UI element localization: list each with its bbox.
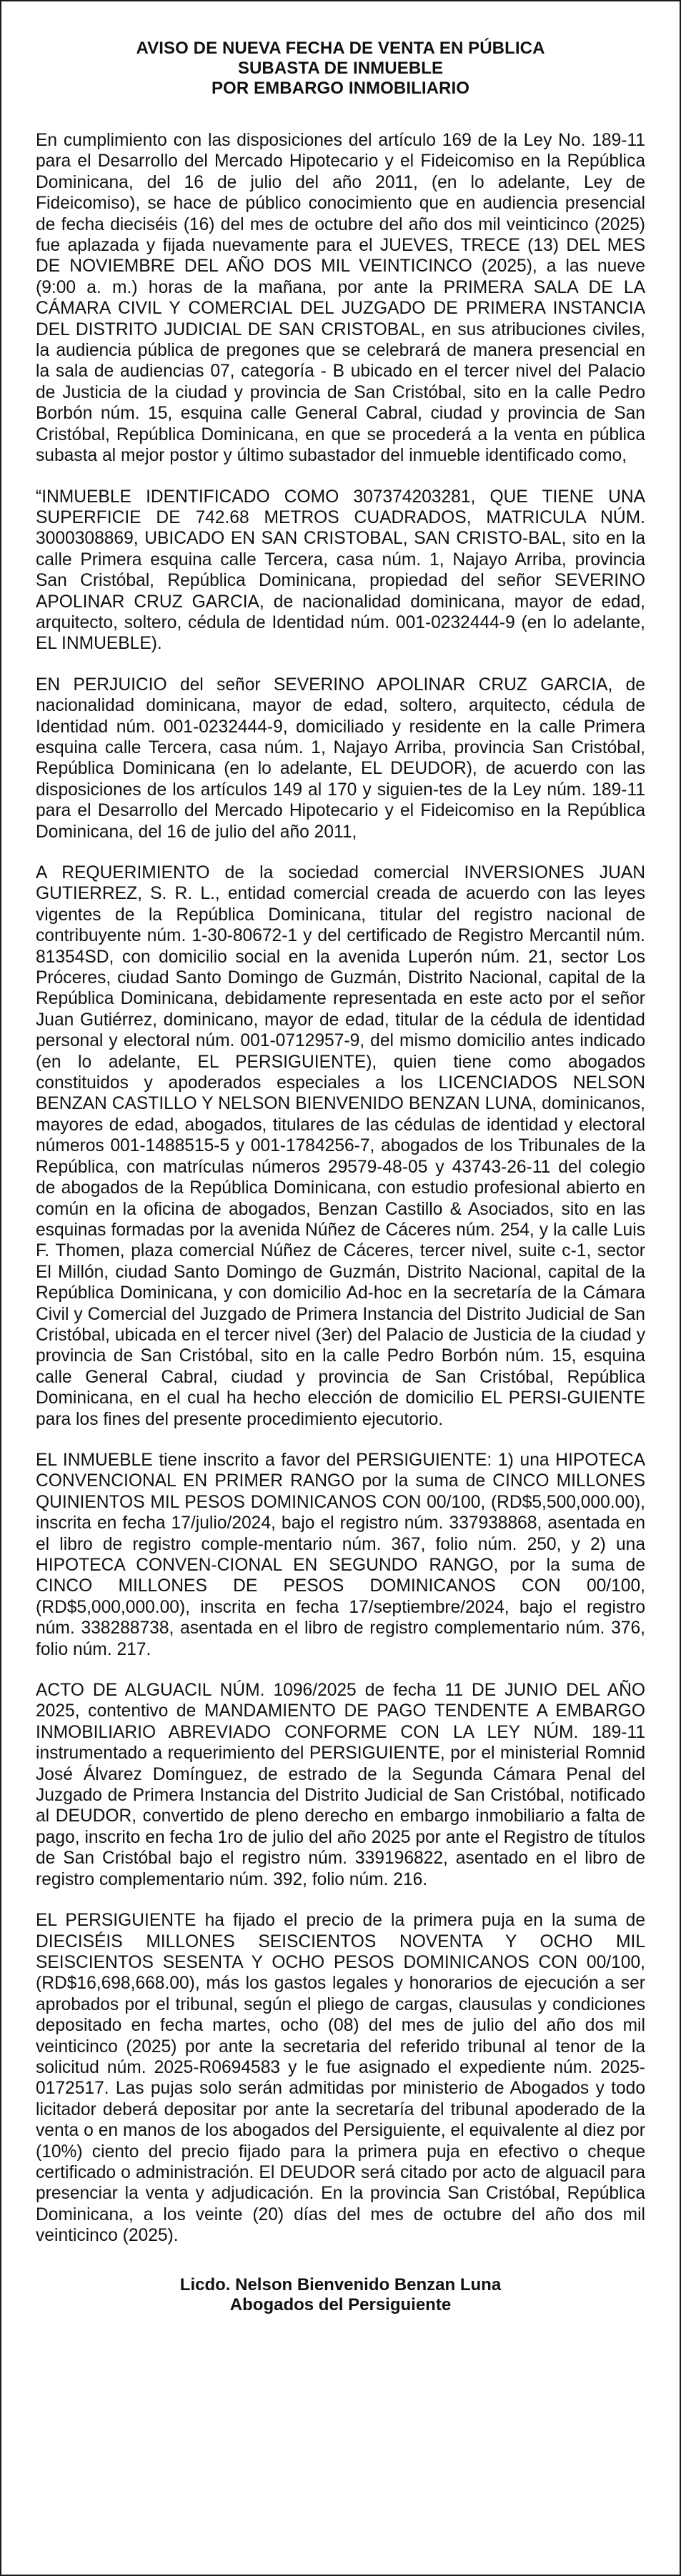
paragraph-price-terms: EL PERSIGUIENTE ha fijado el precio de la primera puja en la suma de DIECISÉIS MILLONES SEISCIENTOS NOVENTA Y OCHO MIL SEISCIENTOS SESENTA Y OCHO PESOS DOMINICANOS CON 00/100, (RD$16,698,668.00), más los gastos legales y honorarios de ejecución a ser aprobados por el tribunal, según el pliego de cargas, clausulas y condiciones depositado en fecha martes, ocho (08) del mes de julio del año dos mil veinticinco (2025) por ante la secretaria del referido tribunal al tenor de la solicitud núm. 2025-R0694583 y le fue asignado el expediente núm. 2025-0172517. Las pujas solo serán admitidas por ministerio de Abogados y todo licitador deberá depositar por ante la secretaría del tribunal apoderado de la venta o en manos de los abogados del Persiguiente, el equivalente al diez por (10%) ciento del precio fijado para la primera puja en efectivo o cheque certificado o administración. El DEUDOR será citado por acto de alguacil para presenciar la venta y adjudicación. En la provincia San Cristóbal, República Dominicana, a los veinte (20) días del mes de octubre del año dos mil veinticinco (2025). [36, 1911, 645, 2246]
notice-subtitle-2: POR EMBARGO INMOBILIARIO [211, 79, 470, 98]
signature-role: Abogados del Persiguiente [229, 2294, 452, 2314]
paragraph-debtor: EN PERJUICIO del señor SEVERINO APOLINAR CRUZ GARCIA, de nacionalidad dominicana, mayor de edad, soltero, arquitecto, cédula de Identidad núm. 001-0232444-9, domiciliado y residente en la calle Primera esquina calle Tercera, casa núm. 1, Najayo Arriba, provincia San Cristóbal, República Dominicana (en lo adelante, EL DEUDOR), de acuerdo con las disposiciones de los artículos 149 al 170 y siguien-tes de la Ley núm. 189-11 para el Desarrollo del Mercado Hipotecario y el Fideicomiso en la República Dominicana, del 16 de julio del año 2011, [36, 675, 645, 842]
notice-subtitle: SUBASTA DE INMUEBLE [237, 59, 444, 78]
paragraph-bailiff-act: ACTO DE ALGUACIL NÚM. 1096/2025 de fecha 11 DE JUNIO DEL AÑO 2025, contentivo de MANDAMIENTO DE PAGO TENDENTE A EMBARGO INMOBILIARIO ABREVIADO CONFORME CON LA LEY NÚM. 189-11 instrumentado a requerimiento del PERSIGUIENTE, por el ministerial Romnid José Álvarez Domínguez, de estrado de la Segunda Cámara Penal del Juzgado de Primera Instancia del Distrito Judicial de San Cristóbal, notificado al DEUDOR, convertido de pleno derecho en embargo inmobiliario a falta de pago, inscrito en fecha 1ro de julio del año 2025 por ante el Registro de títulos de San Cristóbal bajo el registro núm. 339196822, asentado en el libro de registro complementario núm. 392, folio núm. 216. [36, 1681, 645, 1889]
paragraph-creditor: A REQUERIMIENTO de la sociedad comercial INVERSIONES JUAN GUTIERREZ, S. R. L., entidad comercial creada de acuerdo con las leyes vigentes de la República Dominicana, titular del registro nacional de contribuyente núm. 1-30-80672-1 y del certificado de Registro Mercantil núm. 81354SD, con domicilio social en la avenida Luperón núm. 21, sector Los Próceres, ciudad Santo Domingo de Guzmán, Distrito Nacional, capital de la República Dominicana, debidamente representada en este acto por el señor Juan Gutiérrez, dominicano, mayor de edad, titular de la cédula de identidad personal y electoral núm. 001-0712957-9, del mismo domicilio antes indicado (en lo adelante, EL PERSIGUIENTE), quien tiene como abogados constituidos y apoderados especiales a los LICENCIADOS NELSON BENZAN CASTILLO Y NELSON BIENVENIDO BENZAN LUNA, dominicanos, mayores de edad, abogados, titulares de las cédulas de identidad y electoral números 001-1488515-5 y 001-1784256-7, abogados de los Tribunales de la República, con matrículas números 29579-48-05 y 43743-26-11 del colegio de abogados de la República Dominicana, con estudio profesional abierto en común en la oficina de abogados, Benzan Castillo & Asociados, sito en las esquinas formadas por la avenida Núñez de Cáceres núm. 254, y la calle Luis F. Thomen, plaza comercial Núñez de Cáceres, tercer nivel, suite c-1, sector El Millón, ciudad Santo Domingo de Guzmán, Distrito Nacional, capital de la República Dominicana, y con domicilio Ad-hoc en la secretaría de la Cámara Civil y Comercial del Juzgado de Primera Instancia del Distrito Judicial de San Cristóbal, ubicada en el tercer nivel (3er) del Palacio de Justicia de la ciudad y provincia de San Cristóbal, sito en la calle Pedro Borbón núm. 15, esquina calle General Cabral, ciudad y provincia de San Cristóbal, República Dominicana, en el cual ha hecho elección de domicilio EL PERSI-GUIENTE para los fines del presente procedimiento ejecutorio. [36, 863, 645, 1429]
signature-block [36, 2275, 645, 2315]
paragraph-mortgages: EL INMUEBLE tiene inscrito a favor del PERSIGUIENTE: 1) una HIPOTECA CONVENCIONAL EN PRIMER RANGO por la suma de CINCO MILLONES QUINIENTOS MIL PESOS DOMINICANOS CON 00/100, (RD$5,500,000.00), inscrita en fecha 17/julio/2024, bajo el registro núm. 337938868, asentada en el libro de registro comple-mentario núm. 367, folio núm. 250, y 2) una HIPOTECA CONVEN-CIONAL EN SEGUNDO RANGO, por la suma de CINCO MILLONES DE PESOS DOMINICANOS CON 00/100, (RD$5,000,000.00), inscrita en fecha 17/septiembre/2024, bajo el registro núm. 338288738, asentada en el libro de registro complementario núm. 376, folio núm. 217. [36, 1450, 645, 1659]
paragraph-property-description: “INMUEBLE IDENTIFICADO COMO 307374203281, QUE TIENE UNA SUPERFICIE DE 742.68 METROS CUADRADOS, MATRICULA NÚM. 3000308869, UBICADO EN SAN CRISTOBAL, SAN CRISTO-BAL, sito en la calle Primera esquina calle Tercera, casa núm. 1, Najayo Arriba, provincia San Cristóbal, República Dominicana, propiedad del señor SEVERINO APOLINAR CRUZ GARCIA, de nacionalidad dominicana, mayor de edad, arquitecto, soltero, cédula de Identidad núm. 001-0232444-9 (en lo adelante, EL INMUEBLE). [36, 487, 645, 654]
notice-header [36, 39, 645, 99]
notice-title: AVISO DE NUEVA FECHA DE VENTA EN PÚBLICA [136, 39, 545, 58]
signature-name: Licdo. Nelson Bienvenido Benzan Luna [179, 2274, 502, 2294]
paragraph-announcement: En cumplimiento con las disposiciones del artículo 169 de la Ley No. 189-11 para el Desarrollo del Mercado Hipotecario y el Fideicomiso en la República Dominicana, del 16 de julio del año 2011, (en lo adelante, Ley de Fideicomiso), se hace de público conocimiento que en audiencia presencial de fecha dieciséis (16) del mes de octubre del año dos mil veinticinco (2025) fue aplazada y fijada nuevamente para el JUEVES, TRECE (13) DEL MES DE NOVIEMBRE DEL AÑO DOS MIL VEINTICINCO (2025), a las nueve (9:00 a. m.) horas de la mañana, por ante la PRIMERA SALA DE LA CÁMARA CIVIL Y COMERCIAL DEL JUZGADO DE PRIMERA INSTANCIA DEL DISTRITO JUDICIAL DE SAN CRISTOBAL, en sus atribuciones civiles, la audiencia pública de pregones que se celebrará de manera presencial en la sala de audiencias 07, categoría - B ubicado en el tercer nivel del Palacio de Justicia de la ciudad y provincia de San Cristóbal, sito en la calle Pedro Borbón núm. 15, esquina calle General Cabral, ciudad y provincia de San Cristóbal, República Dominicana, en que se procederá a la venta en pública subasta al mejor postor y último subastador del inmueble identificado como, [36, 131, 645, 466]
